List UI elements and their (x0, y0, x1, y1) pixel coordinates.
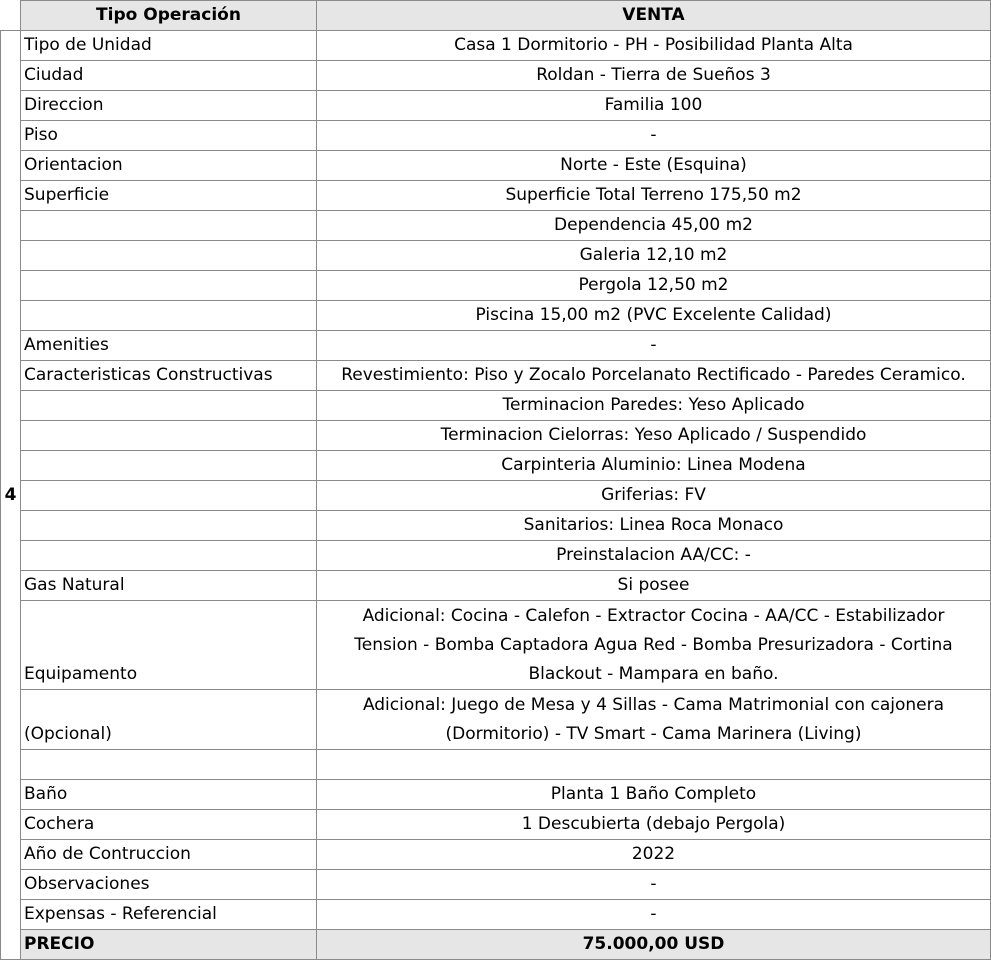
table-row (1, 810, 991, 840)
label-cochera: Cochera (21, 810, 317, 840)
value-opcional (317, 690, 991, 750)
value-observaciones: - (317, 870, 991, 900)
table-row (1, 301, 991, 331)
table-row (1, 241, 991, 271)
value-expensas: - (317, 900, 991, 930)
label-caracteristicas: Caracteristicas Constructivas (21, 361, 317, 391)
label-gas: Gas Natural (21, 571, 317, 601)
label-expensas: Expensas - Referencial (21, 900, 317, 930)
table-row (1, 211, 991, 241)
label-empty (21, 511, 317, 541)
header-label-cell: Tipo Operación (21, 1, 317, 31)
header-corner-cell (1, 1, 21, 31)
label-empty (21, 391, 317, 421)
header-row (1, 1, 991, 31)
label-empty (21, 271, 317, 301)
label-opcional: (Opcional) (21, 690, 317, 750)
value-precio: 75.000,00 USD (317, 930, 991, 960)
label-superficie: Superficie (21, 181, 317, 211)
label-empty (21, 750, 317, 780)
value-terminacion-cielorras: Terminacion Cielorras: Yeso Aplicado / Suspendido (317, 421, 991, 451)
value-superficie-total: Superficie Total Terreno 175,50 m2 (317, 181, 991, 211)
label-precio: PRECIO (21, 930, 317, 960)
table-row (1, 421, 991, 451)
label-direccion: Direccion (21, 91, 317, 121)
table-row (1, 690, 991, 750)
label-equipamento: Equipamento (21, 601, 317, 690)
table-row (1, 151, 991, 181)
table-row (1, 481, 991, 511)
table-row (1, 361, 991, 391)
label-orientacion: Orientacion (21, 151, 317, 181)
value-preinstalacion: Preinstalacion AA/CC: - (317, 541, 991, 571)
label-observaciones: Observaciones (21, 870, 317, 900)
table-row (1, 31, 991, 61)
table-row (1, 900, 991, 930)
value-piso: - (317, 121, 991, 151)
label-amenities: Amenities (21, 331, 317, 361)
table-row (1, 780, 991, 810)
value-griferias: Griferias: FV (317, 481, 991, 511)
table-row (1, 511, 991, 541)
value-empty (317, 750, 991, 780)
table-row (1, 870, 991, 900)
value-anio: 2022 (317, 840, 991, 870)
table-row (1, 571, 991, 601)
label-empty (21, 451, 317, 481)
value-sanitarios: Sanitarios: Linea Roca Monaco (317, 511, 991, 541)
label-piso: Piso (21, 121, 317, 151)
value-orientacion: Norte - Este (Esquina) (317, 151, 991, 181)
label-empty (21, 541, 317, 571)
label-ciudad: Ciudad (21, 61, 317, 91)
value-pergola: Pergola 12,50 m2 (317, 271, 991, 301)
value-piscina: Piscina 15,00 m2 (PVC Excelente Calidad) (317, 301, 991, 331)
table-row (1, 121, 991, 151)
value-galeria: Galeria 12,10 m2 (317, 241, 991, 271)
table-row (1, 181, 991, 211)
label-empty (21, 241, 317, 271)
value-opcional-text: Adicional: Juego de Mesa y 4 Sillas - Cama Matrimonial con cajonera (Dormitorio) - TV Smart - Cama Marinera (Living) (362, 694, 945, 744)
value-revestimiento: Revestimiento: Piso y Zocalo Porcelanato Rectificado - Paredes Ceramico. (317, 361, 991, 391)
row-index-number: 4 (1, 31, 21, 960)
value-gas: Si posee (317, 571, 991, 601)
table-row (1, 91, 991, 121)
label-empty (21, 211, 317, 241)
table-row (1, 840, 991, 870)
value-ciudad: Roldan - Tierra de Sueños 3 (317, 61, 991, 91)
table-row (1, 61, 991, 91)
value-terminacion-paredes: Terminacion Paredes: Yeso Aplicado (317, 391, 991, 421)
value-direccion: Familia 100 (317, 91, 991, 121)
table-row (1, 601, 991, 690)
value-carpinteria: Carpinteria Aluminio: Linea Modena (317, 451, 991, 481)
price-row (1, 930, 991, 960)
table-row (1, 271, 991, 301)
label-empty (21, 421, 317, 451)
value-dependencia: Dependencia 45,00 m2 (317, 211, 991, 241)
label-tipo-unidad: Tipo de Unidad (21, 31, 317, 61)
value-tipo-unidad: Casa 1 Dormitorio - PH - Posibilidad Planta Alta (317, 31, 991, 61)
value-bano: Planta 1 Baño Completo (317, 780, 991, 810)
table-row (1, 750, 991, 780)
value-equipamento (317, 601, 991, 690)
label-empty (21, 481, 317, 511)
table-row (1, 541, 991, 571)
table-row (1, 451, 991, 481)
table-row (1, 331, 991, 361)
label-bano: Baño (21, 780, 317, 810)
value-amenities: - (317, 331, 991, 361)
header-value-cell: VENTA (317, 1, 991, 31)
label-anio: Año de Contruccion (21, 840, 317, 870)
table-row (1, 391, 991, 421)
label-empty (21, 301, 317, 331)
value-equipamento-text: Adicional: Cocina - Calefon - Extractor Cocina - AA/CC - Estabilizador Tension - Bomba Captadora Agua Red - Bomba Presurizadora - Cortina Blackout - Mampara en baño. (354, 605, 953, 684)
value-cochera: 1 Descubierta (debajo Pergola) (317, 810, 991, 840)
